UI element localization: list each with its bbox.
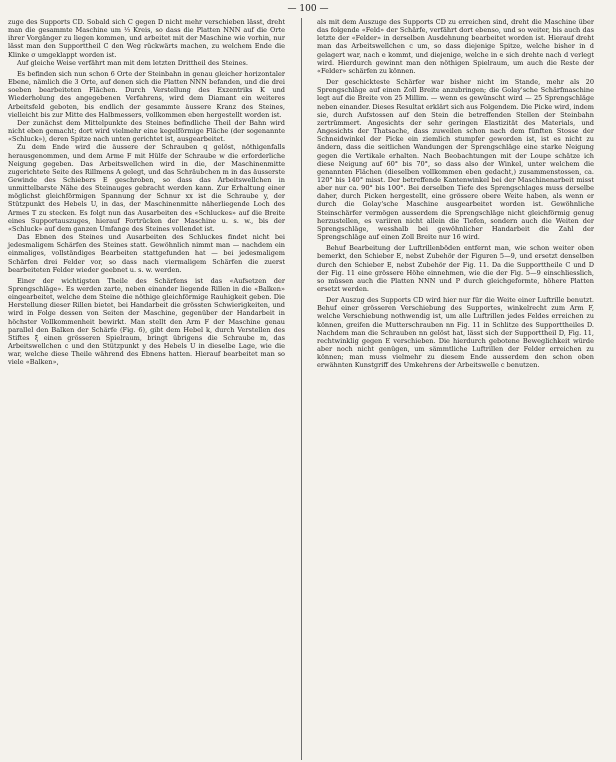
paragraph: Es befinden sich nun schon 6 Orte der Steinbahn in genau gleicher horizontaler Ebene, nämlich die 3 Orte, auf denen sich die Platten NNN befanden, und die drei soeben bearbeiteten Flächen. Durch Verstellung des Exzentriks K und Wiederholung des angegebenen Verfahrens, wird dem Diamant ein weiteres Arbeitsfeld geboten, bis endlich der gesammte äussere Kranz des Steines, vielleicht bis zur Mitte des Halbmessers, vollkommen eben hergestellt worden ist. xyxy=(8,69,285,119)
right-column xyxy=(317,18,594,370)
paragraph: Zu dem Ende wird die äussere der Schrauben q gelöst, nöthigenfalls herausgenommen, und dem Arme F mit Hülfe der Schraube w die erforderliche Neigung gegeben. Das Arbeitswellchen wird in die, der Maschinenmitte zugerichtete Seite des Rillmens A gelegt, und das Schräubchen m in das äusserste Gewinde des Schiebers E geschroben, so dass das Arbeitswellchen in unmittelbarste Nähe des Steinauges gebracht werden kann. Zur Erhaltung einer möglichst gleichförmigen Spannung der Schnur xx ist die Schraube y, der Stützpunkt des Hebels U, in das, der Maschinenmitte näherliegende Loch des Armes T zu stecken. Es folgt nun das Ausarbeiten des «Schluckes» auf die Breite eines Supportauszuges, hierauf Fortrücken der Maschine u. s. w., bis der «Schluck» auf dem ganzen Umfange des Steines vollendet ist. xyxy=(8,143,285,233)
paragraph: Der zunächst dem Mittelpunkte des Steines befindliche Theil der Bahn wird nicht eben gemacht; dort wird vielmehr eine kegelförmige Fläche (der sogenannte «Schluck»), deren Spitze nach unten gerichtet ist, ausgearbeitet. xyxy=(8,118,285,144)
paragraph: Der Auszug des Supports CD wird hier nur für die Weite einer Luftrille benutzt. Behuf einer grösseren Verschiebung des Supportes, winkelrecht zum Arm F, welche Verschiebung nothwendig ist, um alle Luftrillen jedes Feldes erreichen zu können, greifen die Mutterschrauben nn Fig. 11 in Schlitze des Supporttheiles D. Nachdem man die Schrauben nn gelöst hat, lässt sich der Supporttheil D, Fig. 11, rechtwinklig gegen E verschieben. Die hierdurch gebotene Beweglichkeit würde aber noch nicht genügen, um sämmtliche Luftrillen der Felder erreichen zu können; man muss vielmehr zu diesem Ende ausserdem den schon oben erwähnten Kunstgriff des Umkehrens der Arbeitswelle c benutzen. xyxy=(317,296,594,370)
paragraph: Auf gleiche Weise verfährt man mit dem letzten Drittheil des Steines. xyxy=(17,58,248,67)
paragraph: Der geschickteste Schärfer war bisher nicht im Stande, mehr als 20 Sprengschläge auf einen Zoll Breite anzubringen; die Golay'sche Schärfmaschine legt auf die Breite von 25 Millim. — wenn es gewünscht wird — 25 Sprengschläge neben einander. Dieses Resultat erklärt sich aus Folgendem. Die Picke wird, indem sie, durch Aufstossen auf den Stein die betreffenden Stellen der Steinbahn zertrümmert. Angesichts der sehr geringen Elastizität des Materials, und Angesichts der Thatsache, dass zuweilen schon nach dem fünften Stosse der Schneidwinkel der Picke ein ziemlich stumpfer geworden ist, ist es nicht zu ändern, dass die seitlichen Wandungen der Sprengschläge eine starke Neigung gegen die Vertikale erhalten. Nach Beobachtungen mit der Loupe schätze ich diese Neigung auf 60° bis 70°, so dass also der Winkel, unter welchem die genannten Flächen (dieselben vollkommen eben gedacht,) zusammenstossen, ca. 120° bis 140° misst. Der betreffende Kantenwinkel bei der Maschinenarbeit misst aber nur ca. 90° bis 100°. Bei derselben Tiefe des Sprengschlages muss derselbe daher, durch Picken hergestellt, eine grössere obere Weite haben, als wenn er durch die Golay'sche Maschine ausgearbeitet worden ist. Gewöhnliche Steinschärfer vermögen ausserdem die Sprengschläge nicht gleichförmig genug herzustellen, es variiren nicht allein die Tiefen, sondern auch die Weiten der Sprengschläge, wesshalb bei gewöhnlicher Handarbeit die Zahl der Sprengschläge auf einen Zoll Breite nur 16 wird. xyxy=(317,78,594,242)
left-column xyxy=(8,18,285,367)
page-number: — 100 — xyxy=(287,4,329,14)
paragraph: als mit dem Auszuge des Supports CD zu erreichen sind, dreht die Maschine über das folgende «Feld» der Schärfe, verfährt dort ebenso, und so weiter, bis auch das letzte der «Felder» in derselben Ausdehnung bearbeitet worden ist. Hierauf dreht man das Arbeitswellchen c um, so dass diejenige Spitze, welche bisher in d gelagert war, nach e kommt, und diejenige, welche in e sich drehte nach d verlegt wird. Hierdurch gewinnt man den nöthigen Spielraum, um auch die Reste der «Felder» schärfen zu können. xyxy=(317,18,594,75)
paragraph: zuge des Supports CD. Sobald sich C gegen D nicht mehr verschieben lässt, dreht man die gesammte Maschine um ⅓ Kreis, so dass die Platten NNN auf die Orte ihrer Vorgänger zu liegen kommen, und arbeitet mit der Maschine wie vorhin, nur lässt man den Supporttheil C den Weg rückwärts machen, zu welchem Ende die Klinke σ umgeklappt worden ist. xyxy=(8,18,285,59)
column-divider xyxy=(301,18,302,760)
paragraph: Einer der wichtigsten Theile des Schärfens ist das «Aufsetzen der Sprengschläge». Es werden zarte, neben einander liegende Rillen in die «Balken» eingearbeitet, welche dem Steine die nöthige gleichförmige Rauhigkeit geben. Die Herstellung dieser Rillen bietet, bei Handarbeit die grössten Schwierigkeiten, und wird in Folge dessen von Seiten der Maschine, gegenüber der Handarbeit in höchster Vollkommenheit bewirkt. Man stellt den Arm F der Maschine genau parallel den Balken der Schärfe (Fig. 6), gibt dem Hebel k, durch Verstellen des Stiftes ξ einen grösseren Spielraum, bringt übrigens die Schraube m, das Arbeitswellchen c und den Stützpunkt y des Hebels U in dieselbe Lage, wie die war, welche diese Theile während des Ebnens hatten. Hierauf bearbeitet man so viele «Balken», xyxy=(8,276,285,367)
paragraph: Das Ebnen des Steines und Ausarbeiten des Schluckes findet nicht bei jedesmaligem Schärfen des Steines statt. Gewöhnlich nimmt man — nachdem ein einmaliges, vollständiges Bearbeiten stattgefunden hat — bei jedesmaligem Schärfen drei Felder vor, so dass nach viermaligem Schärfen die zuerst bearbeiteten Felder wieder geebnet u. s. w. werden. xyxy=(8,233,285,274)
paragraph: Behuf Bearbeitung der Luftrillenböden entfernt man, wie schon weiter oben bemerkt, den Schieber E, nebst Zubehör der Figuren 5—9, und ersetzt denselben durch den Schieber E, nebst Zubehör der Fig. 11. Da die Supporttheile C und D der Fig. 11 eine grössere Höhe einnehmen, wie die der Fig. 5—9 einschliesslich, so müssen auch die Platten NNN und P durch gleichgeformte, höhere Platten ersetzt werden. xyxy=(317,244,594,293)
